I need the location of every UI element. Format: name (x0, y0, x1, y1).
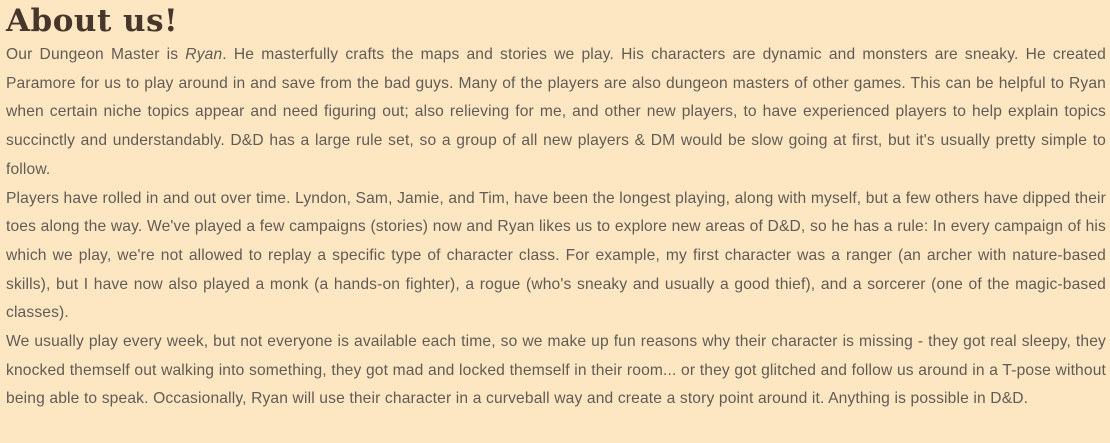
paragraph-1-body: . He masterfully crafts the maps and stories we play. His characters are dynamic and monsters are sneaky. He created Paramore for us to play around in and save from the bad guys. Many of the players are also dungeon masters of other games. This can be helpful to Ryan when certain niche topics appear and need figuring out; also relieving for me, and other new players, to have experienced players to help explain topics succinctly and understandably. D&D has a large rule set, so a group of all new players & DM would be slow going at first, but it's usually pretty simple to follow. (6, 46, 1106, 178)
paragraph-dungeon-master (6, 41, 1106, 185)
dungeon-master-name: Ryan (185, 46, 223, 63)
paragraph-players: Players have rolled in and out over time. Lyndon, Sam, Jamie, and Tim, have been the longest playing, along with myself, but a few others have dipped their toes along the way. We've played a few campaigns (stories) now and Ryan likes us to explore new areas of D&D, so he has a rule: In every campaign of his which we play, we're not allowed to replay a specific type of character class. For example, my first character was a ranger (an archer with nature-based skills), but I have now also played a monk (a hands-on fighter), a rogue (who's sneaky and usually a good thief), and a sorcerer (one of the magic-based classes). (6, 189, 1106, 322)
page-title: About us! (6, 3, 179, 39)
paragraph-schedule: We usually play every week, but not everyone is available each time, so we make up fun reasons why their character is missing - they got real sleepy, they knocked themself out walking into something, they got mad and locked themself in their room... or they got glitched and follow us around in a T-pose without being able to speak. Occasionally, Ryan will use their character in a curveball way and create a story point around it. Anything is possible in D&D. (6, 333, 1106, 408)
paragraph-1-intro: Our Dungeon Master is (6, 46, 186, 63)
